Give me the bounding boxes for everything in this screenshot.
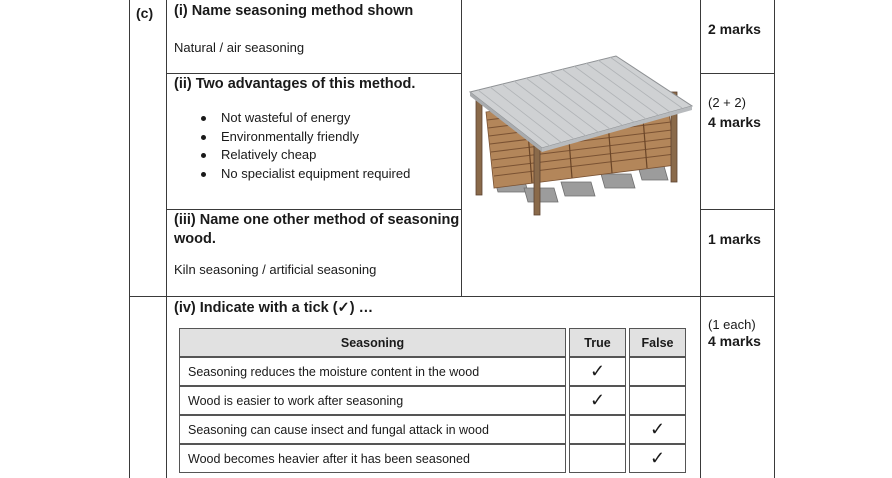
false-cell[interactable]: ✓ <box>629 444 686 473</box>
table-row <box>179 444 686 473</box>
grid-line-marks-left <box>700 0 701 478</box>
q3-answer: Kiln seasoning / artificial seasoning <box>174 262 377 277</box>
advantage-item: Not wasteful of energy <box>174 109 410 128</box>
table-row <box>179 357 686 386</box>
q2-marks-note: (2 + 2) <box>708 95 746 110</box>
q2-marks: 4 marks <box>708 114 761 130</box>
tick-table <box>176 328 689 473</box>
true-cell[interactable]: ✓ <box>569 357 626 386</box>
false-cell[interactable] <box>629 386 686 415</box>
q1-heading: (i) Name seasoning method shown <box>174 3 414 19</box>
q4-marks-note: (1 each) <box>708 317 756 332</box>
advantages-list <box>174 109 410 183</box>
grid-line-row3 <box>129 296 775 297</box>
part-label: (c) <box>136 5 154 21</box>
true-cell[interactable] <box>569 444 626 473</box>
grid-line-marks-row2 <box>700 209 775 210</box>
header-false: False <box>629 328 686 357</box>
grid-line-right <box>774 0 775 478</box>
q1-answer: Natural / air seasoning <box>174 40 305 55</box>
grid-line-left <box>129 0 130 478</box>
q1-marks: 2 marks <box>708 21 761 37</box>
statement-cell: Wood is easier to work after seasoning <box>179 386 566 415</box>
q4-heading: (iv) Indicate with a tick (✓) … <box>174 300 374 316</box>
grid-line-marks-row1 <box>700 73 775 74</box>
tick-table-header-row <box>179 328 686 357</box>
q3-heading-line1: (iii) Name one other method of seasoning <box>174 212 460 228</box>
false-cell[interactable]: ✓ <box>629 415 686 444</box>
statement-cell: Seasoning can cause insect and fungal attack in wood <box>179 415 566 444</box>
advantage-item: No specialist equipment required <box>174 165 410 184</box>
drying-shed-illustration <box>466 50 696 220</box>
header-true: True <box>569 328 626 357</box>
true-cell[interactable]: ✓ <box>569 386 626 415</box>
grid-line-image-left <box>461 0 462 297</box>
grid-line-row2 <box>166 209 462 210</box>
q3-heading-line2: wood. <box>174 231 216 247</box>
header-seasoning: Seasoning <box>179 328 566 357</box>
q3-marks: 1 marks <box>708 231 761 247</box>
q4-marks: 4 marks <box>708 333 761 349</box>
advantage-item: Environmentally friendly <box>174 128 410 147</box>
statement-cell: Wood becomes heavier after it has been seasoned <box>179 444 566 473</box>
true-cell[interactable] <box>569 415 626 444</box>
table-row <box>179 386 686 415</box>
statement-cell: Seasoning reduces the moisture content in the wood <box>179 357 566 386</box>
grid-line-content-left <box>166 0 167 478</box>
false-cell[interactable] <box>629 357 686 386</box>
q2-heading: (ii) Two advantages of this method. <box>174 76 416 92</box>
advantage-item: Relatively cheap <box>174 146 410 165</box>
table-row <box>179 415 686 444</box>
grid-line-row1 <box>166 73 462 74</box>
